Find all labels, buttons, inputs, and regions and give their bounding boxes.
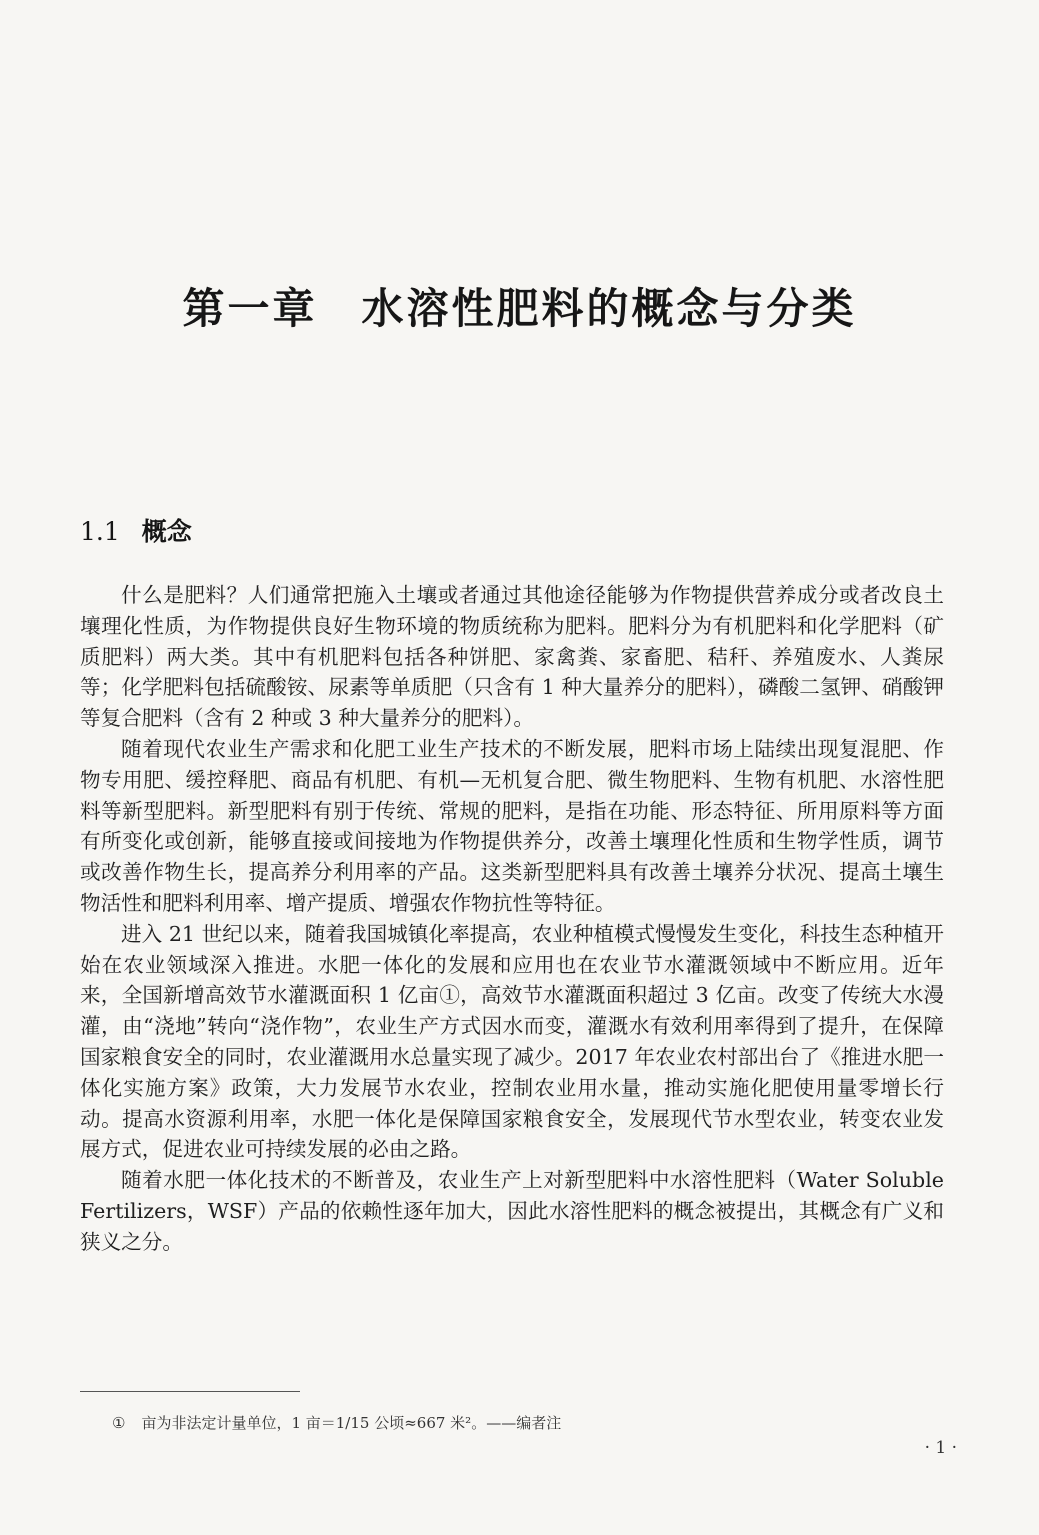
chapter-number: 第一章 xyxy=(182,284,318,333)
paragraph-4: 随着水肥一体化技术的不断普及，农业生产上对新型肥料中水溶性肥料（Water Soluble Fertilizers，WSF）产品的依赖性逐年加大，因此水溶性肥料的概念被提出，其概念有广义和狭义之分。 xyxy=(80,1168,944,1254)
paragraph-1: 什么是肥料？人们通常把施入土壤或者通过其他途径能够为作物提供营养成分或者改良土壤理化性质，为作物提供良好生物环境的物质统称为肥料。肥料分为有机肥料和化学肥料（矿质肥料）两大类。其中有机肥料包括各种饼肥、家禽粪、家畜肥、秸秆、养殖废水、人粪尿等；化学肥料包括硫酸铵、尿素等单质肥（只含有 1 种大量养分的肥料），磷酸二氢钾、硝酸钾等复合肥料（含有 2 种或 3 种大量养分的肥料）。 xyxy=(80,583,944,731)
chapter-title xyxy=(0,276,1039,336)
body-text xyxy=(80,580,944,1258)
footnote-marker: ① xyxy=(112,1414,126,1432)
paragraph-3: 进入 21 世纪以来，随着我国城镇化率提高，农业种植模式慢慢发生变化，科技生态种植开始在农业领域深入推进。水肥一体化的发展和应用也在农业节水灌溉领域中不断应用。近年来，全国新增高效节水灌溉面积 1 亿亩①，高效节水灌溉面积超过 3 亿亩。改变了传统大水漫灌，由“浇地”转向“浇作物”，农业生产方式因水而变，灌溉水有效利用率得到了提升，在保障国家粮食安全的同时，农业灌溉用水总量实现了减少。2017 年农业农村部出台了《推进水肥一体化实施方案》政策，大力发展节水农业，控制农业用水量，推动实施化肥使用量零增长行动。提高水资源利用率，水肥一体化是保障国家粮食安全，发展现代节水型农业，转变农业发展方式，促进农业可持续发展的必由之路。 xyxy=(80,921,944,1162)
page-number: · 1 · xyxy=(924,1438,957,1458)
footnote-divider xyxy=(80,1391,300,1392)
section-number: 1.1 xyxy=(80,517,120,546)
section-name: 概念 xyxy=(141,517,192,546)
section-heading xyxy=(80,512,192,548)
footnote xyxy=(112,1412,561,1433)
chapter-name: 水溶性肥料的概念与分类 xyxy=(361,284,857,333)
paragraph-2: 随着现代农业生产需求和化肥工业生产技术的不断发展，肥料市场上陆续出现复混肥、作物专用肥、缓控释肥、商品有机肥、有机—无机复合肥、微生物肥料、生物有机肥、水溶性肥料等新型肥料。新型肥料有别于传统、常规的肥料，是指在功能、形态特征、所用原料等方面有所变化或创新，能够直接或间接地为作物提供养分，改善土壤理化性质和生物学性质，调节或改善作物生长，提高养分利用率的产品。这类新型肥料具有改善土壤养分状况、提高土壤生物活性和肥料利用率、增产提质、增强农作物抗性等特征。 xyxy=(80,736,944,915)
footnote-text: 亩为非法定计量单位，1 亩＝1/15 公顷≈667 米²。——编者注 xyxy=(141,1414,562,1432)
